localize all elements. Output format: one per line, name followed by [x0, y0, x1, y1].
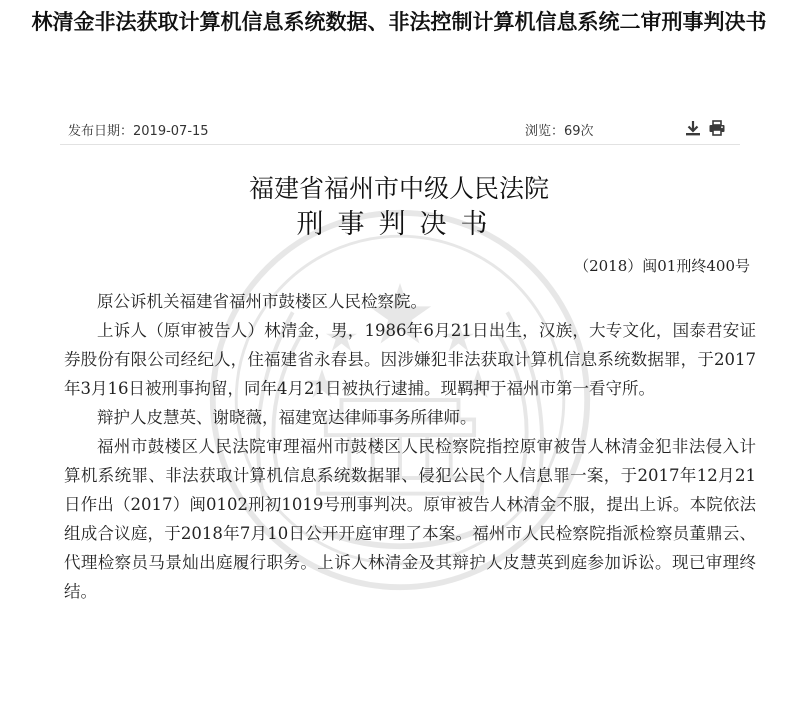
court-name: 福建省福州市中级人民法院 [248, 174, 549, 203]
document-type: 刑事判决书 [296, 209, 502, 240]
paragraph-appellant: 上诉人（原审被告人）林清金，男，1986年6月21日出生，汉族，大专文化，国泰君安证券股份有限公司经纪人，住福建省永春县。因涉嫌犯非法获取计算机信息系统数据罪，于2017年3月16日被刑事拘留，同年4月21日被执行逮捕。现羁押于福州市第一看守所。 [64, 321, 756, 398]
page-title: 林清金非法获取计算机信息系统数据、非法控制计算机信息系统二审刑事判决书 [31, 10, 767, 34]
view-count: 浏览：69次 [525, 124, 594, 139]
publish-date: 发布日期：2019-07-15 [68, 124, 209, 139]
case-number: （2018）闽01刑终400号 [574, 257, 750, 275]
paragraph-prosecutor: 原公诉机关福建省福州市鼓楼区人民检察院。 [97, 292, 427, 311]
judgment-body [64, 287, 756, 606]
download-icon[interactable] [684, 119, 702, 137]
header-divider [60, 144, 740, 145]
document-tools [684, 119, 726, 137]
paragraph-defenders: 辩护人皮慧英、谢晓薇，福建宽达律师事务所律师。 [97, 408, 477, 427]
print-icon[interactable] [708, 119, 726, 137]
meta-bar [0, 112, 798, 144]
paragraph-case-history: 福州市鼓楼区人民法院审理福州市鼓楼区人民检察院指控原审被告人林清金犯非法侵入计算机系统罪、非法获取计算机信息系统数据罪、侵犯公民个人信息罪一案，于2017年12月21日作出（2017）闽0102刑初1019号刑事判决。原审被告人林清金不服，提出上诉。本院依法组成合议庭，于2018年7月10日公开开庭审理了本案。福州市人民检察院指派检察员董鼎云、代理检察员马景灿出庭履行职务。上诉人林清金及其辩护人皮慧英到庭参加诉讼。现已审理终结。 [64, 437, 756, 601]
